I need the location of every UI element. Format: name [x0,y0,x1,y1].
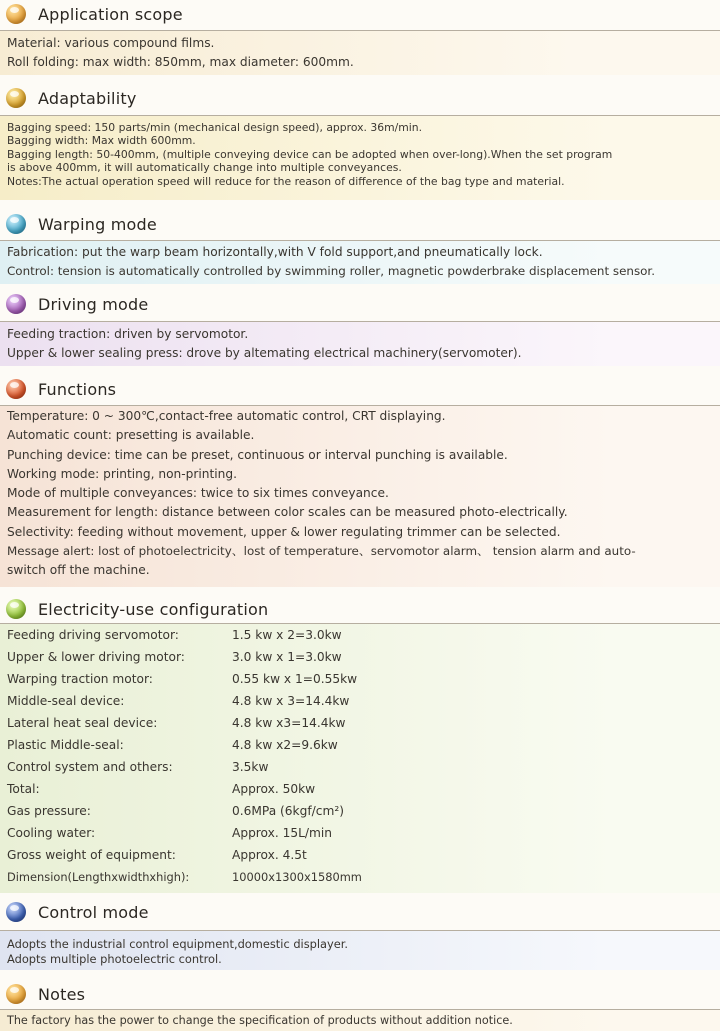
spec-value: 3.5kw [232,760,269,774]
green-orb-icon [6,599,26,619]
spec-row [7,646,716,668]
text-line: Upper & lower sealing press: drove by altemating electrical machinery(servomoter). [7,346,522,361]
spec-value: 4.8 kw x2=9.6kw [232,738,338,752]
section-body [0,930,720,970]
section-body [0,405,720,587]
spec-row [7,778,716,800]
text-line: The factory has the power to change the specification of products without addition notice. [7,1014,513,1027]
section-body [0,240,720,284]
text-line: Control: tension is automatically controlled by swimming roller, magnetic powderbrake displacement sensor. [7,264,655,279]
spec-value: 4.8 kw x 3=14.4kw [232,694,350,708]
text-line: switch off the machine. [7,563,150,578]
red-orb-icon [6,379,26,399]
text-line: Measurement for length: distance between color scales can be measured photo-electrically. [7,505,568,520]
section-title: Warping mode [38,214,157,234]
section-header [0,210,720,238]
section-title: Application scope [38,4,183,24]
spec-label: Cooling water: [7,826,96,840]
spec-label: Total: [7,782,40,796]
spec-label: Control system and others: [7,760,173,774]
orange-orb-icon [6,984,26,1004]
spec-value: 0.55 kw x 1=0.55kw [232,672,358,686]
section-adaptability [0,84,720,200]
orange-orb-icon [6,4,26,24]
text-line: Working mode: printing, non-printing. [7,466,238,481]
spec-label: Gross weight of equipment: [7,848,176,862]
section-title: Electricity-use configuration [38,599,269,619]
text-line: Message alert: lost of photoelectricity、lost of temperature、servomotor alarm、 tension alarm and auto- [7,544,636,559]
section-body [0,115,720,200]
text-line: Material: various compound films. [7,36,215,50]
text-line: Automatic count: presetting is available. [7,428,255,443]
section-title: Driving mode [38,294,149,314]
yellow-orb-icon [6,88,26,108]
spec-row [7,712,716,734]
blue-orb-icon [6,902,26,922]
purple-orb-icon [6,294,26,314]
spec-row [7,734,716,756]
text-line: Temperature: 0 ~ 300℃,contact-free automatic control, CRT displaying. [7,409,446,423]
section-header [0,0,720,28]
spec-row [7,866,716,888]
text-line: Notes:The actual operation speed will reduce for the reason of difference of the bag type and material. [7,174,565,188]
spec-label: Dimension(Lengthxwidthxhigh): [7,870,190,884]
section-functions [0,375,720,587]
section-driving-mode [0,290,720,366]
spec-row [7,690,716,712]
spec-row [7,822,716,844]
text-line: Bagging length: 50-400mm, (multiple conveying device can be adopted when over-long).When the set program [7,147,613,161]
spec-value: 4.8 kw x3=14.4kw [232,716,346,730]
spec-value: 0.6MPa (6kgf/cm²) [232,804,344,818]
text-line: Fabrication: put the warp beam horizontally,with V fold support,and pneumatically lock. [7,245,543,259]
section-header [0,980,720,1008]
spec-label: Plastic Middle-seal: [7,738,124,752]
spec-row [7,624,716,646]
section-header [0,595,720,623]
spec-row [7,844,716,866]
section-header [0,375,720,403]
text-line: Roll folding: max width: 850mm, max diameter: 600mm. [7,55,354,70]
blue-orb-icon [6,214,26,234]
text-line: Adopts the industrial control equipment,domestic displayer. [7,937,349,951]
spec-label: Gas pressure: [7,804,91,818]
spec-value: 10000x1300x1580mm [232,870,362,884]
section-application-scope [0,0,720,75]
section-control-mode [0,898,720,972]
spec-table [0,623,720,893]
spec-value: Approx. 4.5t [232,848,307,862]
text-line: Feeding traction: driven by servomotor. [7,327,249,341]
spec-row [7,756,716,778]
text-line: Adopts multiple photoelectric control. [7,952,222,966]
section-body [0,321,720,366]
text-line: Bagging width: Max width 600mm. [7,134,196,148]
section-body [0,1009,720,1031]
section-header [0,84,720,112]
section-warping-mode [0,210,720,282]
section-title: Notes [38,984,86,1004]
spec-label: Feeding driving servomotor: [7,628,179,642]
section-body [0,30,720,75]
section-title: Adaptability [38,88,137,108]
spec-row [7,800,716,822]
spec-label: Upper & lower driving motor: [7,650,185,664]
section-notes [0,980,720,1031]
text-line: Punching device: time can be preset, continuous or interval punching is available. [7,447,508,462]
spec-label: Lateral heat seal device: [7,716,158,730]
spec-value: Approx. 50kw [232,782,316,796]
section-title: Control mode [38,902,149,922]
spec-value: 3.0 kw x 1=3.0kw [232,650,342,664]
spec-row [7,668,716,690]
section-title: Functions [38,379,117,399]
spec-value: 1.5 kw x 2=3.0kw [232,628,342,642]
text-line: Mode of multiple conveyances: twice to six times conveyance. [7,486,389,501]
text-line: Selectivity: feeding without movement, upper & lower regulating trimmer can be selected. [7,524,561,539]
text-line: is above 400mm, it will automatically change into multiple conveyances. [7,161,402,175]
spec-value: Approx. 15L/min [232,826,332,840]
spec-label: Warping traction motor: [7,672,153,686]
spec-label: Middle-seal device: [7,694,125,708]
section-header [0,898,720,926]
section-electricity-config [0,595,720,893]
text-line: Bagging speed: 150 parts/min (mechanical design speed), approx. 36m/min. [7,121,423,134]
section-header [0,290,720,318]
